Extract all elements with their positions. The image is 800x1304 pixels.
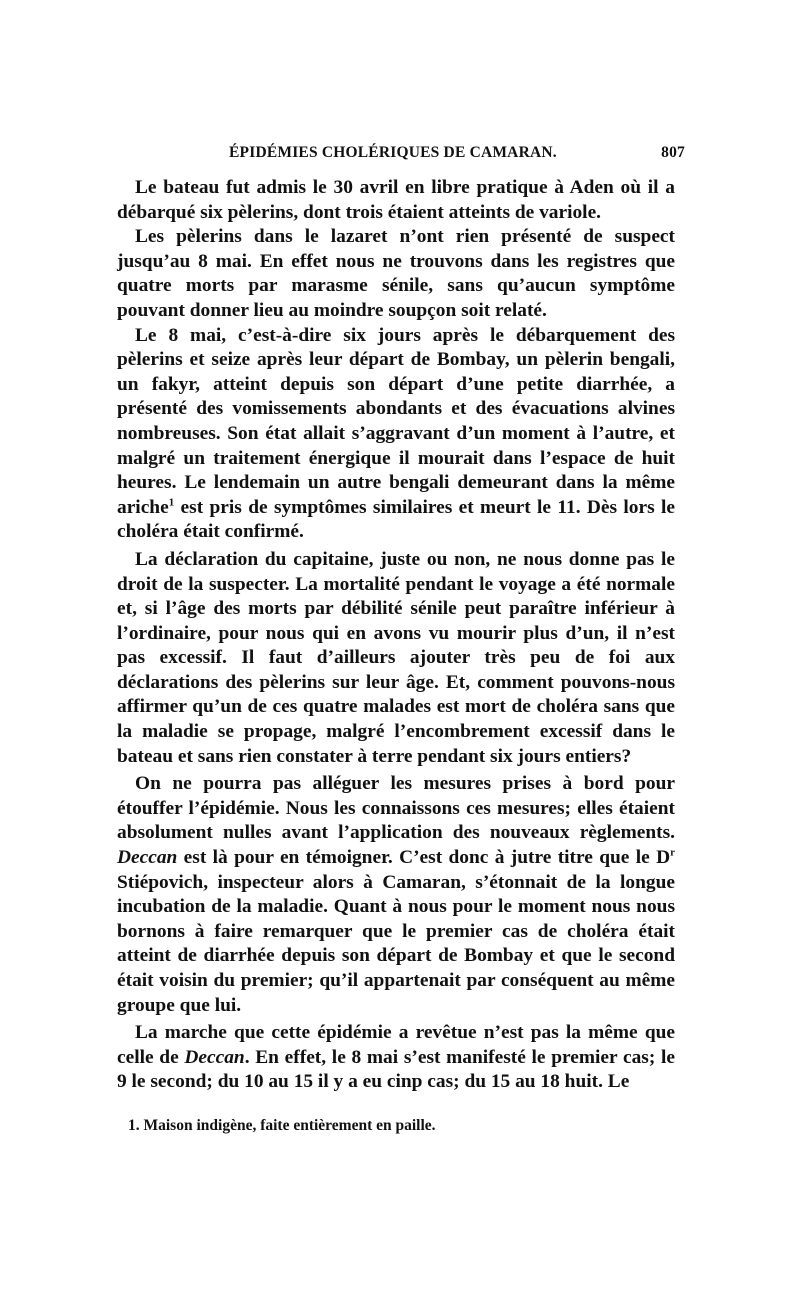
- superscript: r: [670, 846, 675, 859]
- paragraph-text: La marche que cette épidémie a revêtue n’est pas la même que celle de: [117, 1022, 675, 1068]
- paragraph: Les pèlerins dans le lazaret n’ont rien présenté de suspect jusqu’au 8 mai. En effet nous ne trouvons dans les registres que quatre morts par marasme sénile, sans qu’aucun symptôme pouvant donner lieu au moindre soupçon soit relaté.: [117, 226, 675, 321]
- page-number: 807: [661, 144, 685, 161]
- ship-name: Deccan: [117, 847, 178, 869]
- paragraph: La déclaration du capitaine, juste ou non, ne nous donne pas le droit de la suspecter. La mortalité pendant le voyage a été normale et, si l’âge des morts par débilité sénile peut paraître inférieur à l’ordinaire, pour nous qui en avons vu mourir plus d’un, il n’est pas excessif. Il faut d’ailleurs ajouter très peu de foi aux déclarations des pèlerins sur leur âge. Et, comment pouvons-nous affirmer qu’un de ces quatre malades est mort de choléra sans que la maladie se propage, malgré l’encombrement excessif dans le bateau et sans rien constater à terre pendant six jours entiers?: [117, 548, 675, 767]
- book-page: [117, 140, 685, 1095]
- paragraph: [117, 772, 675, 1018]
- ship-name: Deccan: [184, 1046, 245, 1068]
- body-text: [117, 176, 675, 1095]
- running-head: [117, 140, 685, 166]
- paragraph-text: . En effet, le 8 mai s’est manifesté le premier cas; le 9 le second; du 10 au 15 il y a eu cinp cas; du 15 au 18 huit. Le: [117, 1046, 675, 1093]
- running-title: ÉPIDÉMIES CHOLÉRIQUES DE CAMARAN.: [229, 144, 557, 161]
- paragraph: Le bateau fut admis le 30 avril en libre pratique à Aden où il a débarqué six pèlerins, dont trois étaient atteints de variole.: [117, 177, 675, 223]
- paragraph: [117, 1021, 675, 1095]
- footnote-reference[interactable]: 1: [168, 496, 175, 509]
- paragraph-text: Le 8 mai, c’est-à-dire six jours après le débarquement des pèlerins et seize après leur départ de Bombay, un pèlerin bengali, un fakyr, atteint depuis son départ d’une petite diarrhée, a présenté des vomissements abondants et des évacuations alvines nombreuses. Son état allait s’aggravant d’un moment à l’autre, et malgré un traitement énergique il mourait dans l’espace de huit heures. Le lendemain un autre bengali demeurant dans la même ariche: [117, 324, 675, 518]
- paragraph-text: est là pour en témoigner. C’est donc à jutre titre que le D: [177, 847, 671, 869]
- footnote: 1. Maison indigène, faite entièrement en paille.: [128, 1117, 436, 1134]
- paragraph: [117, 324, 675, 545]
- paragraph-text: est pris de symptômes similaires et meurt le 11. Dès lors le choléra était confirmé.: [117, 496, 675, 543]
- paragraph-text: Stiépovich, inspecteur alors à Camaran, s’étonnait de la longue incubation de la maladie. Quant à nous pour le moment nous nous bornons à faire remarquer que le premier cas de choléra était atteint de diarrhée depuis son départ de Bombay et que le second était voisin du premier; qu’il appartenait par conséquent au même groupe que lui.: [117, 871, 675, 1016]
- paragraph-text: On ne pourra pas alléguer les mesures prises à bord pour étouffer l’épidémie. Nous les connaissons ces mesures; elles étaient absolument nulles avant l’application des nouveaux règlements.: [117, 773, 675, 844]
